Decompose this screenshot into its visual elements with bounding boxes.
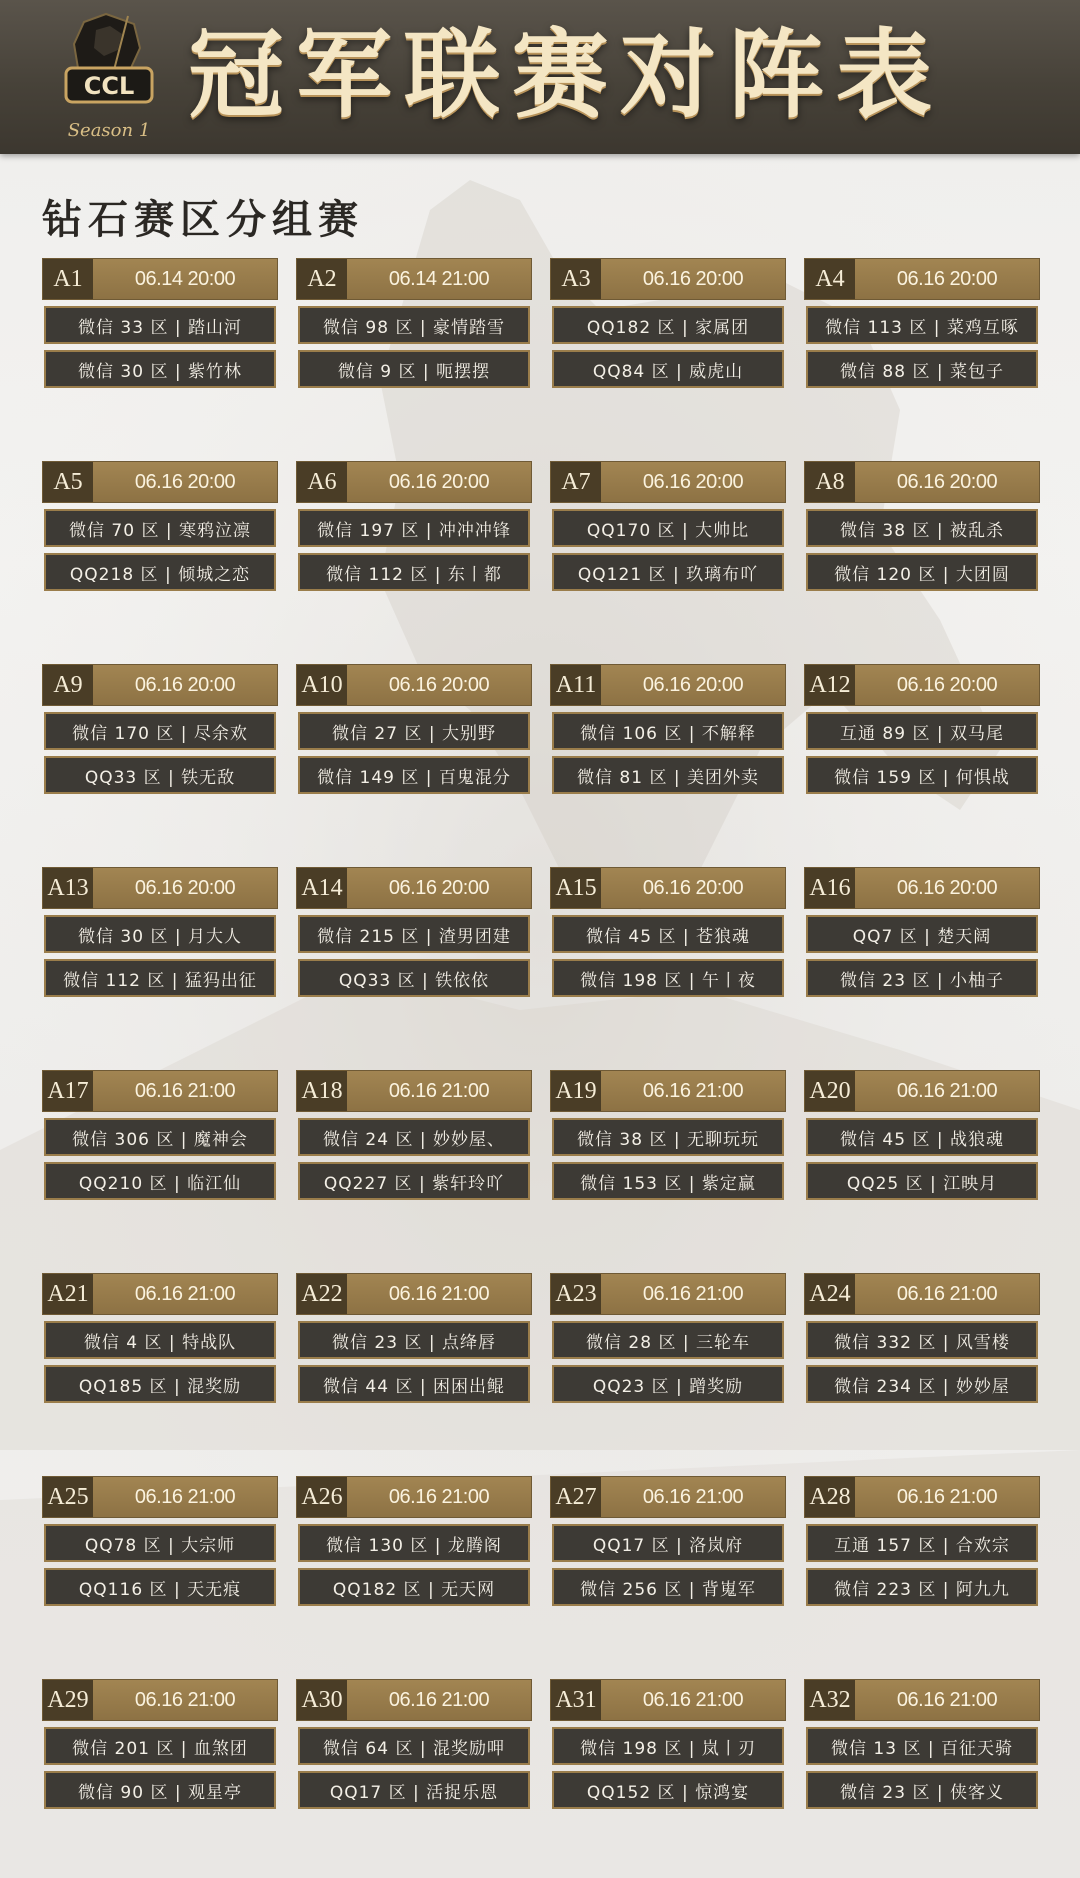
match-time: 06.16 21:00 xyxy=(388,1688,490,1711)
match-id: A31 xyxy=(551,1680,601,1720)
match-time: 06.16 21:00 xyxy=(134,1079,236,1102)
match-time: 06.16 21:00 xyxy=(642,1079,744,1102)
match-time: 06.16 20:00 xyxy=(388,876,490,899)
match-id: A26 xyxy=(297,1477,347,1517)
match-time: 06.16 20:00 xyxy=(642,673,744,696)
match-card xyxy=(550,1679,786,1875)
team-slot-1: 微信 170 区 | 尽余欢 xyxy=(44,712,276,750)
team-slot-1: QQ78 区 | 大宗师 xyxy=(44,1524,276,1562)
match-time: 06.16 21:00 xyxy=(896,1282,998,1305)
match-id: A15 xyxy=(551,868,601,908)
team-slot-2: QQ185 区 | 混奖励 xyxy=(44,1365,276,1403)
match-id: A20 xyxy=(805,1071,855,1111)
match-id: A22 xyxy=(297,1274,347,1314)
ccl-season-logo xyxy=(44,10,174,148)
match-header xyxy=(296,461,532,503)
team-slot-2: 微信 88 区 | 菜包子 xyxy=(806,350,1038,388)
team-slot-1: 微信 332 区 | 风雪楼 xyxy=(806,1321,1038,1359)
team-slot-2: QQ17 区 | 活捉乐恩 xyxy=(298,1771,530,1809)
match-time: 06.16 21:00 xyxy=(896,1079,998,1102)
match-id: A23 xyxy=(551,1274,601,1314)
match-time: 06.16 21:00 xyxy=(134,1282,236,1305)
team-slot-2: QQ218 区 | 倾城之恋 xyxy=(44,553,276,591)
match-card xyxy=(42,1679,278,1875)
team-slot-2: 微信 23 区 | 侠客义 xyxy=(806,1771,1038,1809)
match-time: 06.16 20:00 xyxy=(642,267,744,290)
match-id: A4 xyxy=(805,259,855,299)
team-slot-1: 微信 106 区 | 不解释 xyxy=(552,712,784,750)
match-card xyxy=(42,1273,278,1469)
match-time: 06.14 20:00 xyxy=(134,267,236,290)
match-header xyxy=(42,867,278,909)
match-header xyxy=(550,258,786,300)
team-slot-1: 微信 197 区 | 冲冲冲锋 xyxy=(298,509,530,547)
match-time: 06.16 20:00 xyxy=(642,876,744,899)
match-header xyxy=(296,1679,532,1721)
match-header xyxy=(550,1679,786,1721)
match-time: 06.16 20:00 xyxy=(642,470,744,493)
match-card xyxy=(296,1273,532,1469)
match-id: A13 xyxy=(43,868,93,908)
match-card xyxy=(804,664,1040,860)
match-card xyxy=(550,461,786,657)
team-slot-2: 微信 256 区 | 背嵬军 xyxy=(552,1568,784,1606)
match-card xyxy=(550,258,786,454)
match-header xyxy=(550,867,786,909)
match-id: A29 xyxy=(43,1680,93,1720)
match-card xyxy=(550,1070,786,1266)
match-time: 06.16 20:00 xyxy=(896,470,998,493)
match-id: A7 xyxy=(551,462,601,502)
team-slot-1: 互通 157 区 | 合欢宗 xyxy=(806,1524,1038,1562)
team-slot-2: QQ84 区 | 威虎山 xyxy=(552,350,784,388)
match-time: 06.16 21:00 xyxy=(896,1485,998,1508)
match-id: A30 xyxy=(297,1680,347,1720)
match-header xyxy=(550,1070,786,1112)
match-id: A27 xyxy=(551,1477,601,1517)
match-id: A11 xyxy=(551,665,601,705)
team-slot-1: 微信 28 区 | 三轮车 xyxy=(552,1321,784,1359)
match-header xyxy=(804,1273,1040,1315)
svg-text:CCL: CCL xyxy=(83,72,135,100)
match-id: A8 xyxy=(805,462,855,502)
match-time: 06.16 21:00 xyxy=(388,1282,490,1305)
team-slot-2: 微信 30 区 | 紫竹林 xyxy=(44,350,276,388)
match-card xyxy=(804,258,1040,454)
team-slot-1: 微信 23 区 | 点绛唇 xyxy=(298,1321,530,1359)
match-header xyxy=(550,461,786,503)
match-header xyxy=(296,1070,532,1112)
match-card xyxy=(296,867,532,1063)
match-id: A6 xyxy=(297,462,347,502)
team-slot-1: QQ7 区 | 楚天阔 xyxy=(806,915,1038,953)
match-header xyxy=(550,1476,786,1518)
team-slot-2: QQ25 区 | 江映月 xyxy=(806,1162,1038,1200)
match-card xyxy=(42,664,278,860)
match-header xyxy=(42,461,278,503)
team-slot-2: 微信 23 区 | 小柚子 xyxy=(806,959,1038,997)
match-id: A17 xyxy=(43,1071,93,1111)
match-id: A21 xyxy=(43,1274,93,1314)
match-card xyxy=(296,461,532,657)
team-slot-2: 微信 198 区 | 午丨夜 xyxy=(552,959,784,997)
team-slot-2: 微信 149 区 | 百鬼混分 xyxy=(298,756,530,794)
team-slot-2: 微信 9 区 | 呃摆摆 xyxy=(298,350,530,388)
team-slot-2: 微信 234 区 | 妙妙屋 xyxy=(806,1365,1038,1403)
match-header xyxy=(296,1273,532,1315)
match-id: A14 xyxy=(297,868,347,908)
team-slot-1: 微信 98 区 | 豪情踏雪 xyxy=(298,306,530,344)
match-time: 06.16 20:00 xyxy=(134,876,236,899)
team-slot-2: 微信 112 区 | 东丨都 xyxy=(298,553,530,591)
team-slot-2: 微信 81 区 | 美团外卖 xyxy=(552,756,784,794)
match-id: A3 xyxy=(551,259,601,299)
match-time: 06.16 21:00 xyxy=(642,1485,744,1508)
match-card xyxy=(296,664,532,860)
match-time: 06.16 20:00 xyxy=(388,470,490,493)
match-time: 06.16 20:00 xyxy=(134,673,236,696)
team-slot-2: QQ116 区 | 天无痕 xyxy=(44,1568,276,1606)
match-card xyxy=(296,1679,532,1875)
match-id: A10 xyxy=(297,665,347,705)
match-id: A24 xyxy=(805,1274,855,1314)
match-card xyxy=(804,1070,1040,1266)
match-time: 06.16 21:00 xyxy=(134,1485,236,1508)
svg-text:Season 1: Season 1 xyxy=(67,120,151,141)
team-slot-2: QQ182 区 | 无天网 xyxy=(298,1568,530,1606)
match-card xyxy=(550,664,786,860)
match-header xyxy=(296,1476,532,1518)
team-slot-1: 微信 64 区 | 混奖励呷 xyxy=(298,1727,530,1765)
match-header xyxy=(42,664,278,706)
team-slot-2: QQ227 区 | 紫轩玲吖 xyxy=(298,1162,530,1200)
match-time: 06.16 21:00 xyxy=(896,1688,998,1711)
match-time: 06.16 21:00 xyxy=(388,1079,490,1102)
team-slot-1: 微信 113 区 | 菜鸡互啄 xyxy=(806,306,1038,344)
match-header xyxy=(550,664,786,706)
match-id: A19 xyxy=(551,1071,601,1111)
page-title: 冠军联赛对阵表 xyxy=(188,18,944,131)
team-slot-1: 微信 13 区 | 百征天骑 xyxy=(806,1727,1038,1765)
team-slot-1: 微信 38 区 | 无聊玩玩 xyxy=(552,1118,784,1156)
match-time: 06.16 21:00 xyxy=(642,1688,744,1711)
match-time: 06.16 20:00 xyxy=(388,673,490,696)
team-slot-2: QQ210 区 | 临江仙 xyxy=(44,1162,276,1200)
match-header xyxy=(42,1070,278,1112)
match-card xyxy=(804,1679,1040,1875)
team-slot-1: 微信 70 区 | 寒鸦泣凛 xyxy=(44,509,276,547)
match-id: A12 xyxy=(805,665,855,705)
match-time: 06.16 20:00 xyxy=(896,876,998,899)
match-card xyxy=(550,1476,786,1672)
team-slot-1: 微信 201 区 | 血煞团 xyxy=(44,1727,276,1765)
team-slot-2: QQ121 区 | 玖璃布吖 xyxy=(552,553,784,591)
team-slot-2: 微信 159 区 | 何惧战 xyxy=(806,756,1038,794)
section-title: 钻石赛区分组赛 xyxy=(42,196,364,243)
match-card xyxy=(804,1273,1040,1469)
match-card xyxy=(42,461,278,657)
match-header xyxy=(804,258,1040,300)
match-card xyxy=(550,867,786,1063)
team-slot-1: 微信 215 区 | 渣男团建 xyxy=(298,915,530,953)
match-header xyxy=(296,867,532,909)
team-slot-2: 微信 120 区 | 大团圆 xyxy=(806,553,1038,591)
match-id: A5 xyxy=(43,462,93,502)
team-slot-1: 微信 38 区 | 被乱杀 xyxy=(806,509,1038,547)
team-slot-1: 微信 306 区 | 魔神会 xyxy=(44,1118,276,1156)
team-slot-1: 微信 4 区 | 特战队 xyxy=(44,1321,276,1359)
match-header xyxy=(42,258,278,300)
match-header xyxy=(804,1070,1040,1112)
match-id: A32 xyxy=(805,1680,855,1720)
team-slot-1: 微信 24 区 | 妙妙屋、 xyxy=(298,1118,530,1156)
match-time: 06.16 20:00 xyxy=(134,470,236,493)
match-time: 06.16 20:00 xyxy=(896,673,998,696)
team-slot-1: 微信 30 区 | 月大人 xyxy=(44,915,276,953)
team-slot-1: 微信 198 区 | 岚丨刃 xyxy=(552,1727,784,1765)
team-slot-2: QQ33 区 | 铁无敌 xyxy=(44,756,276,794)
match-header xyxy=(42,1273,278,1315)
match-header xyxy=(804,1679,1040,1721)
team-slot-1: 互通 89 区 | 双马尾 xyxy=(806,712,1038,750)
match-header xyxy=(804,664,1040,706)
match-card xyxy=(42,258,278,454)
match-card xyxy=(296,1476,532,1672)
match-card xyxy=(296,258,532,454)
team-slot-1: QQ17 区 | 洛岚府 xyxy=(552,1524,784,1562)
team-slot-2: 微信 44 区 | 困困出鲲 xyxy=(298,1365,530,1403)
match-card xyxy=(296,1070,532,1266)
match-card xyxy=(804,461,1040,657)
match-header xyxy=(42,1679,278,1721)
match-card xyxy=(42,1070,278,1266)
match-time: 06.16 20:00 xyxy=(896,267,998,290)
match-id: A25 xyxy=(43,1477,93,1517)
match-time: 06.16 21:00 xyxy=(388,1485,490,1508)
match-card xyxy=(804,1476,1040,1672)
match-header xyxy=(804,461,1040,503)
match-id: A18 xyxy=(297,1071,347,1111)
match-time: 06.16 21:00 xyxy=(642,1282,744,1305)
team-slot-2: 微信 223 区 | 阿九九 xyxy=(806,1568,1038,1606)
team-slot-1: 微信 27 区 | 大别野 xyxy=(298,712,530,750)
match-id: A9 xyxy=(43,665,93,705)
match-header xyxy=(296,258,532,300)
match-header xyxy=(550,1273,786,1315)
team-slot-2: 微信 153 区 | 紫定赢 xyxy=(552,1162,784,1200)
match-time: 06.14 21:00 xyxy=(388,267,490,290)
team-slot-2: QQ23 区 | 蹭奖励 xyxy=(552,1365,784,1403)
team-slot-1: QQ182 区 | 家属团 xyxy=(552,306,784,344)
match-id: A2 xyxy=(297,259,347,299)
match-card xyxy=(550,1273,786,1469)
match-header xyxy=(296,664,532,706)
team-slot-2: 微信 90 区 | 观星亭 xyxy=(44,1771,276,1809)
team-slot-1: 微信 130 区 | 龙腾阁 xyxy=(298,1524,530,1562)
team-slot-2: QQ33 区 | 铁依依 xyxy=(298,959,530,997)
match-header xyxy=(804,867,1040,909)
team-slot-2: QQ152 区 | 惊鸿宴 xyxy=(552,1771,784,1809)
team-slot-1: QQ170 区 | 大帅比 xyxy=(552,509,784,547)
team-slot-1: 微信 45 区 | 苍狼魂 xyxy=(552,915,784,953)
header-banner xyxy=(0,0,1080,154)
match-header xyxy=(42,1476,278,1518)
team-slot-1: 微信 45 区 | 战狼魂 xyxy=(806,1118,1038,1156)
match-header xyxy=(804,1476,1040,1518)
match-card xyxy=(42,1476,278,1672)
match-id: A16 xyxy=(805,868,855,908)
match-card xyxy=(42,867,278,1063)
team-slot-1: 微信 33 区 | 踏山河 xyxy=(44,306,276,344)
match-time: 06.16 21:00 xyxy=(134,1688,236,1711)
match-id: A28 xyxy=(805,1477,855,1517)
team-slot-2: 微信 112 区 | 猛犸出征 xyxy=(44,959,276,997)
match-card xyxy=(804,867,1040,1063)
match-grid xyxy=(42,258,1042,1875)
match-id: A1 xyxy=(43,259,93,299)
